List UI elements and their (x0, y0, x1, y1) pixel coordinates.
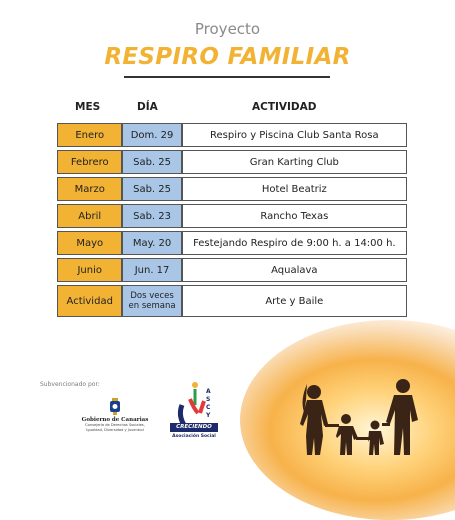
page-title: RESPIRO FAMILIAR (104, 44, 351, 70)
dia-cell (122, 285, 181, 317)
actividad-cell: Respiro y Piscina Club Santa Rosa (182, 123, 407, 147)
table-row (57, 285, 407, 317)
mes-cell: Enero (57, 123, 122, 147)
coat-of-arms-icon (108, 398, 122, 416)
actividad-cell: Gran Karting Club (182, 150, 407, 174)
dia-cell: Sab. 25 (122, 150, 181, 174)
ascy-letters (205, 386, 213, 420)
actividad-cell: Rancho Texas (182, 204, 407, 228)
col-header-dia: DÍA (137, 101, 158, 113)
org-name: CRECIENDO (170, 423, 218, 432)
schedule-table (57, 120, 407, 320)
gobierno-canarias-logo (80, 398, 150, 432)
page-subtitle: Proyecto (194, 20, 261, 38)
family-silhouette-image (270, 340, 455, 455)
table-row (57, 204, 407, 228)
dia-line-1: Dos veces (130, 291, 174, 301)
title-underline (124, 76, 330, 78)
dia-cell: May. 20 (122, 231, 181, 255)
actividad-cell: Aqualava (182, 258, 407, 282)
mes-cell: Actividad (57, 285, 122, 317)
col-header-mes: MES (75, 101, 101, 113)
dia-cell: Dom. 29 (122, 123, 181, 147)
table-row (57, 150, 407, 174)
gov-dept-line-2: Igualdad, Diversidad y Juventud (86, 427, 144, 432)
actividad-cell: Hotel Beatriz (182, 177, 407, 201)
subsidized-label: Subvencionado por: (40, 381, 100, 388)
dia-line-2: en semana (128, 301, 176, 311)
mes-cell: Junio (57, 258, 122, 282)
dia-cell: Sab. 25 (122, 177, 181, 201)
ascy-letter: S (206, 396, 211, 403)
ascy-letter: A (206, 388, 211, 395)
table-row (57, 258, 407, 282)
ascy-letter: C (206, 404, 211, 411)
col-header-actividad: ACTIVIDAD (252, 101, 317, 113)
mes-cell: Marzo (57, 177, 122, 201)
table-row (57, 231, 407, 255)
mes-cell: Abril (57, 204, 122, 228)
ascy-letter: Y (206, 412, 211, 419)
mes-cell: Mayo (57, 231, 122, 255)
gov-name: Gobierno de Canarias (81, 417, 149, 423)
table-row (57, 123, 407, 147)
dia-cell: Jun. 17 (122, 258, 181, 282)
actividad-cell: Arte y Baile (182, 285, 407, 317)
mes-cell: Febrero (57, 150, 122, 174)
table-row (57, 177, 407, 201)
actividad-cell: Festejando Respiro de 9:00 h. a 14:00 h. (182, 231, 407, 255)
dia-cell: Sab. 23 (122, 204, 181, 228)
gov-dept-line-1: Consejería de Derechos Sociales, (85, 423, 145, 427)
org-subtitle: Asociación Social (172, 434, 216, 439)
